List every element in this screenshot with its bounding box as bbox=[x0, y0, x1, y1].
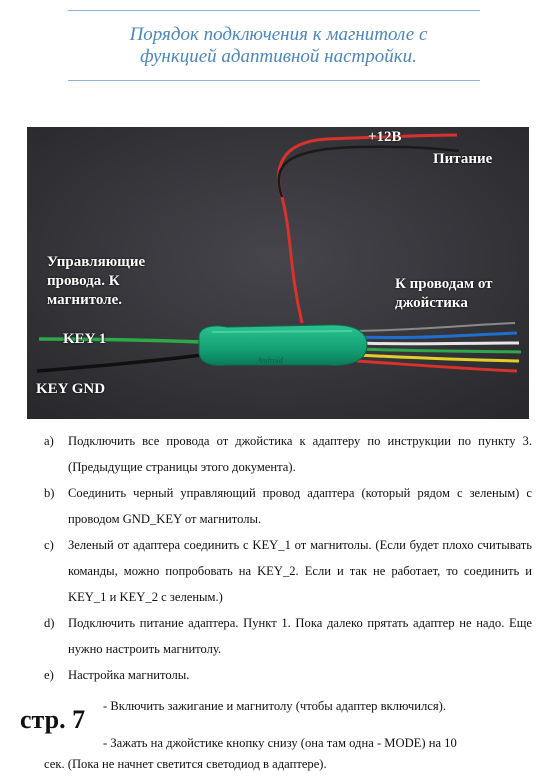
list-item bbox=[44, 610, 532, 662]
joystick-wires-label bbox=[395, 275, 493, 313]
list-item-text: Настройка магнитолы. bbox=[68, 668, 190, 682]
page-number: стр. 7 bbox=[20, 705, 86, 734]
list-item bbox=[44, 662, 532, 688]
adapter-photo bbox=[27, 127, 529, 419]
white-joystick-wire bbox=[357, 343, 519, 344]
adapter-brand-text: Android bbox=[257, 356, 283, 365]
list-item bbox=[44, 532, 532, 610]
list-item-text: Подключить питание адаптера. Пункт 1. Пока далеко прятать адаптер не надо. Еще нужно настроить магнитолу. bbox=[68, 616, 532, 656]
power-label: Питание bbox=[433, 151, 493, 167]
list-item-text: Подключить все провода от джойстика к адаптеру по инструкции по пункту 3. (Предыдущие страницы этого документа). bbox=[68, 434, 532, 474]
keygnd-label: KEY GND bbox=[36, 381, 106, 397]
list-item-text: Соединить черный управляющий провод адаптера (который рядом с зеленым) с проводом GND_KEY от магнитолы. bbox=[68, 486, 532, 526]
plus12v-label: +12В bbox=[368, 129, 402, 145]
bottom-rule bbox=[68, 80, 480, 81]
list-item bbox=[44, 480, 532, 532]
list-marker: e) bbox=[44, 668, 54, 682]
list-marker: b) bbox=[44, 486, 55, 500]
control-wires-line-3: магнитоле. bbox=[47, 292, 123, 308]
list-marker: a) bbox=[44, 434, 54, 448]
control-wires-line-2: провода. К bbox=[47, 273, 120, 289]
list-item bbox=[44, 428, 532, 480]
list-item-text: Зеленый от адаптера соединить с KEY_1 от магнитолы. (Если будет плохо считывать команды, можно попробовать на KEY_2. Если и так не работает, то соединить и KEY_1 и KEY_2 с зеленым.) bbox=[68, 538, 532, 604]
sub-step-2-line-1: - Зажать на джойстике кнопку снизу (она там одна - MODE) на 10 bbox=[103, 736, 457, 750]
list-marker: d) bbox=[44, 616, 55, 630]
joystick-wires-line-1: К проводам от bbox=[395, 276, 493, 292]
title-line-2: функцией адаптивной настройки. bbox=[140, 46, 417, 67]
joystick-wires-line-2: джойстика bbox=[395, 295, 468, 311]
control-wires-line-1: Управляющие bbox=[47, 254, 146, 270]
control-wires-label bbox=[47, 253, 145, 310]
title-line-1: Порядок подключения к магнитоле с bbox=[129, 24, 428, 45]
page-title bbox=[60, 24, 497, 68]
sub-step-1: - Включить зажигание и магнитолу (чтобы адаптер включился). bbox=[103, 699, 446, 713]
adapter-highlight bbox=[212, 331, 352, 332]
top-rule bbox=[68, 10, 480, 11]
list-marker: c) bbox=[44, 538, 54, 552]
sub-step-2-line-2: сек. (Пока не начнет светится светодиод в адаптере). bbox=[44, 757, 327, 771]
key1-label: KEY 1 bbox=[63, 331, 107, 347]
instruction-list bbox=[44, 428, 532, 688]
